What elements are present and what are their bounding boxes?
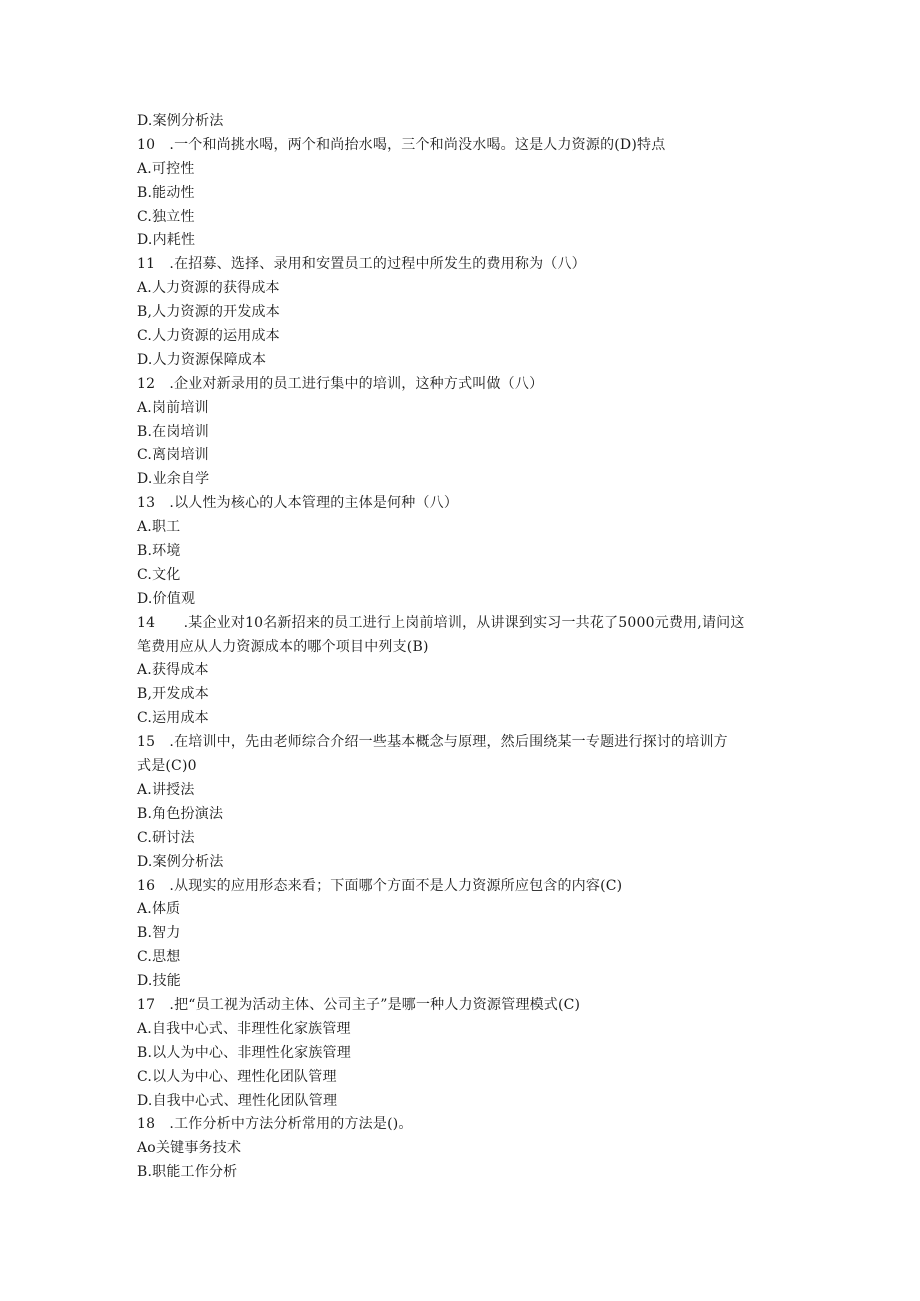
text-line: 笔费用应从人力资源成本的哪个项目中列支(B) xyxy=(137,638,429,655)
text-line: A.讲授法 xyxy=(137,781,195,798)
text-line: C.研讨法 xyxy=(137,829,195,846)
text-line: C.独立性 xyxy=(137,208,195,225)
text-line: B,开发成本 xyxy=(137,686,209,703)
text-line: A.自我中心式、非理性化家族管理 xyxy=(137,1020,351,1037)
text-line: C.思想 xyxy=(137,949,181,966)
text-line: D.自我中心式、理性化团队管理 xyxy=(137,1092,338,1109)
document-page xyxy=(137,110,787,1185)
text-line: D.内耗性 xyxy=(137,232,196,249)
text-line: B.能动性 xyxy=(137,184,195,201)
text-line: 10 .一个和尚挑水喝，两个和尚抬水喝，三个和尚没水喝。这是人力资源的(D)特点 xyxy=(137,136,666,153)
text-line: B.以人为中心、非理性化家族管理 xyxy=(137,1044,351,1061)
text-line: 12 .企业对新录用的员工进行集中的培训，这种方式叫做（八） xyxy=(137,375,544,392)
text-line: A.岗前培训 xyxy=(137,399,209,416)
text-line: B.职能工作分析 xyxy=(137,1164,238,1181)
text-line: A.可控性 xyxy=(137,160,195,177)
text-line: B.智力 xyxy=(137,925,181,942)
text-line: 13 .以人性为核心的人本管理的主体是何种（八） xyxy=(137,495,459,512)
text-line: D.价值观 xyxy=(137,590,196,607)
text-line: 14 .某企业对10名新招来的员工进行上岗前培训，从讲课到实习一共花了5000元费用,请问这 xyxy=(137,614,745,631)
text-line: 11 .在招募、选择、录用和安置员工的过程中所发生的费用称为（八） xyxy=(137,256,586,273)
text-line: B.环境 xyxy=(137,543,181,560)
text-line: Ao关键事务技术 xyxy=(137,1140,242,1157)
text-line: 18 .工作分析中方法分析常用的方法是()。 xyxy=(137,1116,413,1133)
text-line: B.在岗培训 xyxy=(137,423,209,440)
text-line: D.案例分析法 xyxy=(137,113,224,129)
text-line: C.人力资源的运用成本 xyxy=(137,328,280,345)
text-line: 17 .把“员工视为活动主体、公司主子”是哪一种人力资源管理模式(C) xyxy=(137,996,581,1013)
text-line: D.业余自学 xyxy=(137,471,210,488)
text-line: B.角色扮演法 xyxy=(137,805,224,822)
text-line: D.人力资源保障成本 xyxy=(137,351,267,368)
text-line: B,人力资源的开发成本 xyxy=(137,304,280,321)
text-line: A.获得成本 xyxy=(137,662,209,679)
text-line: C.离岗培训 xyxy=(137,447,209,464)
text-line: 16 .从现实的应用形态来看；下面哪个方面不是人力资源所应包含的内容(C) xyxy=(137,877,623,894)
text-line: A.人力资源的获得成本 xyxy=(137,280,280,297)
text-line: A.体质 xyxy=(137,901,181,918)
text-line: 式是(C)0 xyxy=(137,758,197,775)
text-line: A.职工 xyxy=(137,519,181,536)
text-line: C.运用成本 xyxy=(137,710,209,727)
text-line: 15 .在培训中，先由老师综合介绍一些基本概念与原理，然后围绕某一专题进行探讨的培训方 xyxy=(137,734,728,751)
text-line: D.案例分析法 xyxy=(137,853,224,870)
text-line: D.技能 xyxy=(137,973,181,990)
text-line: C.以人为中心、理性化团队管理 xyxy=(137,1068,337,1085)
text-line: C.文化 xyxy=(137,566,181,583)
